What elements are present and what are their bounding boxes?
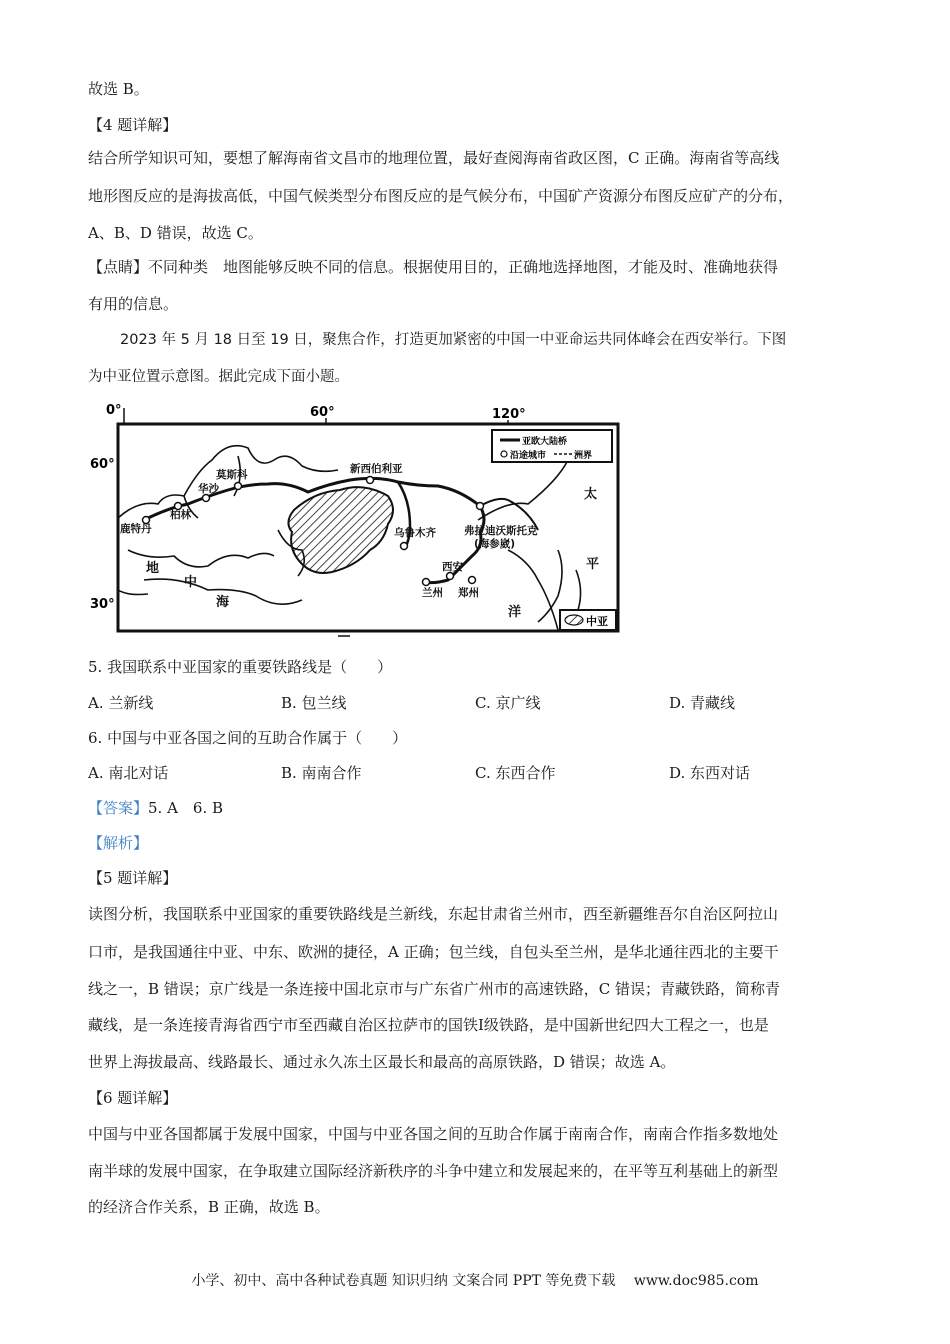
- text-line: A、B、D 错误，故选 C。: [88, 224, 263, 242]
- city-label: 柏林: [170, 509, 191, 521]
- page-footer: 小学、初中、高中各种试卷真题 知识归纳 文案合同 PPT 等免费下载 www.doc985.com: [191, 1273, 759, 1289]
- question-5-stem: 5. 我国联系中亚国家的重要铁路线是（ ）: [88, 658, 393, 676]
- ocean-label: 太: [584, 487, 598, 502]
- city-label: (海参崴): [474, 538, 516, 550]
- city-moscow: [235, 483, 242, 490]
- legend-region: 中亚: [586, 615, 608, 628]
- lon-label: 0°: [106, 403, 122, 418]
- text-line: 南半球的发展中国家，在争取建立国际经济新秩序的斗争中建立和发展起来的，在平等互利基础上的新型: [88, 1162, 779, 1180]
- city-label: 郑州: [458, 587, 479, 599]
- lon-label: 120°: [492, 407, 526, 422]
- q5-option-d[interactable]: D. 青藏线: [669, 694, 736, 712]
- answer-text: 5. A 6. B: [148, 799, 224, 817]
- city-warsaw: [203, 495, 210, 502]
- legend-rail: 亚欧大陆桥: [522, 437, 568, 447]
- lat-label: 30°: [90, 597, 115, 612]
- text-line: 故选 B。: [88, 80, 149, 98]
- intro-line: 为中亚位置示意图。据此完成下面小题。: [88, 369, 349, 385]
- text-line: 藏线，是一条连接青海省西宁市至西藏自治区拉萨市的国铁Ⅰ级铁路，是中国新世纪四大工程之一，也是: [88, 1016, 769, 1034]
- text-line: 的经济合作关系，B 正确，故选 B。: [88, 1198, 330, 1216]
- city-label: 乌鲁木齐: [394, 527, 436, 539]
- text-line: 有用的信息。: [88, 295, 179, 313]
- tip-line: 【点睛】不同种类 地图能够反映不同的信息。根据使用目的，正确地选择地图，才能及时、准确地获得: [88, 258, 779, 276]
- q5-option-a[interactable]: A. 兰新线: [88, 694, 154, 712]
- text-line: 结合所学知识可知，要想了解海南省文昌市的地理位置，最好查阅海南省政区图，C 正确。海南省等高线: [88, 149, 780, 167]
- central-asia-location-map: [88, 400, 623, 640]
- map-legend-region: [560, 610, 616, 630]
- sea-label: 海: [216, 595, 230, 610]
- lon-label: 60°: [310, 405, 335, 420]
- sea-label: 中: [184, 575, 198, 590]
- city-vladivostok: [477, 503, 484, 510]
- q6-option-a[interactable]: A. 南北对话: [88, 764, 169, 782]
- q5-option-b[interactable]: B. 包兰线: [281, 694, 347, 712]
- legend-city: 沿途城市: [510, 451, 547, 461]
- map-legend: [492, 430, 612, 462]
- city-label: 西安: [442, 561, 463, 573]
- text-line: 读图分析，我国联系中亚国家的重要铁路线是兰新线，东起甘肃省兰州市，西至新疆维吾尔自治区阿拉山: [88, 905, 779, 923]
- text-line: 中国与中亚各国都属于发展中国家，中国与中亚各国之间的互助合作属于南南合作，南南合作指多数地处: [88, 1125, 779, 1143]
- section-heading: 【4 题详解】: [88, 116, 178, 134]
- analysis-tag: 【解析】: [88, 834, 149, 852]
- city-label: 莫斯科: [216, 469, 248, 481]
- legend-border: 洲界: [574, 451, 593, 461]
- city-lanzhou: [423, 579, 430, 586]
- q6-option-d[interactable]: D. 东西对话: [669, 764, 751, 782]
- city-zhengzhou: [469, 577, 476, 584]
- q6-option-b[interactable]: B. 南南合作: [281, 764, 362, 782]
- intro-line: 2023 年 5 月 18 日至 19 日，聚焦合作，打造更加紧密的中国一中亚命运共同体峰会在西安举行。下图: [120, 332, 787, 348]
- city-label: 兰州: [422, 587, 443, 599]
- city-xian: [447, 573, 454, 580]
- city-label: 弗拉迪沃斯托克: [464, 525, 538, 537]
- lat-label: 60°: [90, 457, 115, 472]
- text-line: 世界上海拔最高、线路最长、通过永久冻土区最长和最高的高原铁路，D 错误；故选 A。: [88, 1053, 676, 1071]
- q5-option-c[interactable]: C. 京广线: [475, 694, 541, 712]
- text-line: 口市，是我国通往中亚、中东、欧洲的捷径，A 正确；包兰线，自包头至兰州，是华北通往西北的主要干: [88, 943, 779, 961]
- text-line: 线之一，B 错误；京广线是一条连接中国北京市与广东省广州市的高速铁路，C 错误；青藏铁路，简称青: [88, 980, 781, 998]
- city-urumqi: [401, 543, 408, 550]
- city-novosibirsk: [367, 477, 374, 484]
- answer-line: [88, 798, 223, 818]
- sea-label: 地: [146, 561, 160, 576]
- text-line: 地形图反应的是海拔高低，中国气候类型分布图反应的是气候分布，中国矿产资源分布图反应矿产的分布，: [88, 187, 794, 205]
- section-heading: 【5 题详解】: [88, 869, 178, 887]
- section-heading: 【6 题详解】: [88, 1089, 178, 1107]
- city-label: 华沙: [198, 483, 219, 495]
- city-label: 鹿特丹: [120, 523, 152, 535]
- ocean-label: 洋: [508, 605, 522, 620]
- q6-option-c[interactable]: C. 东西合作: [475, 764, 556, 782]
- answer-tag: 【答案】: [88, 799, 149, 817]
- ocean-label: 平: [586, 557, 600, 572]
- city-label: 新西伯利亚: [350, 463, 403, 475]
- question-6-stem: 6. 中国与中亚各国之间的互助合作属于（ ）: [88, 729, 408, 747]
